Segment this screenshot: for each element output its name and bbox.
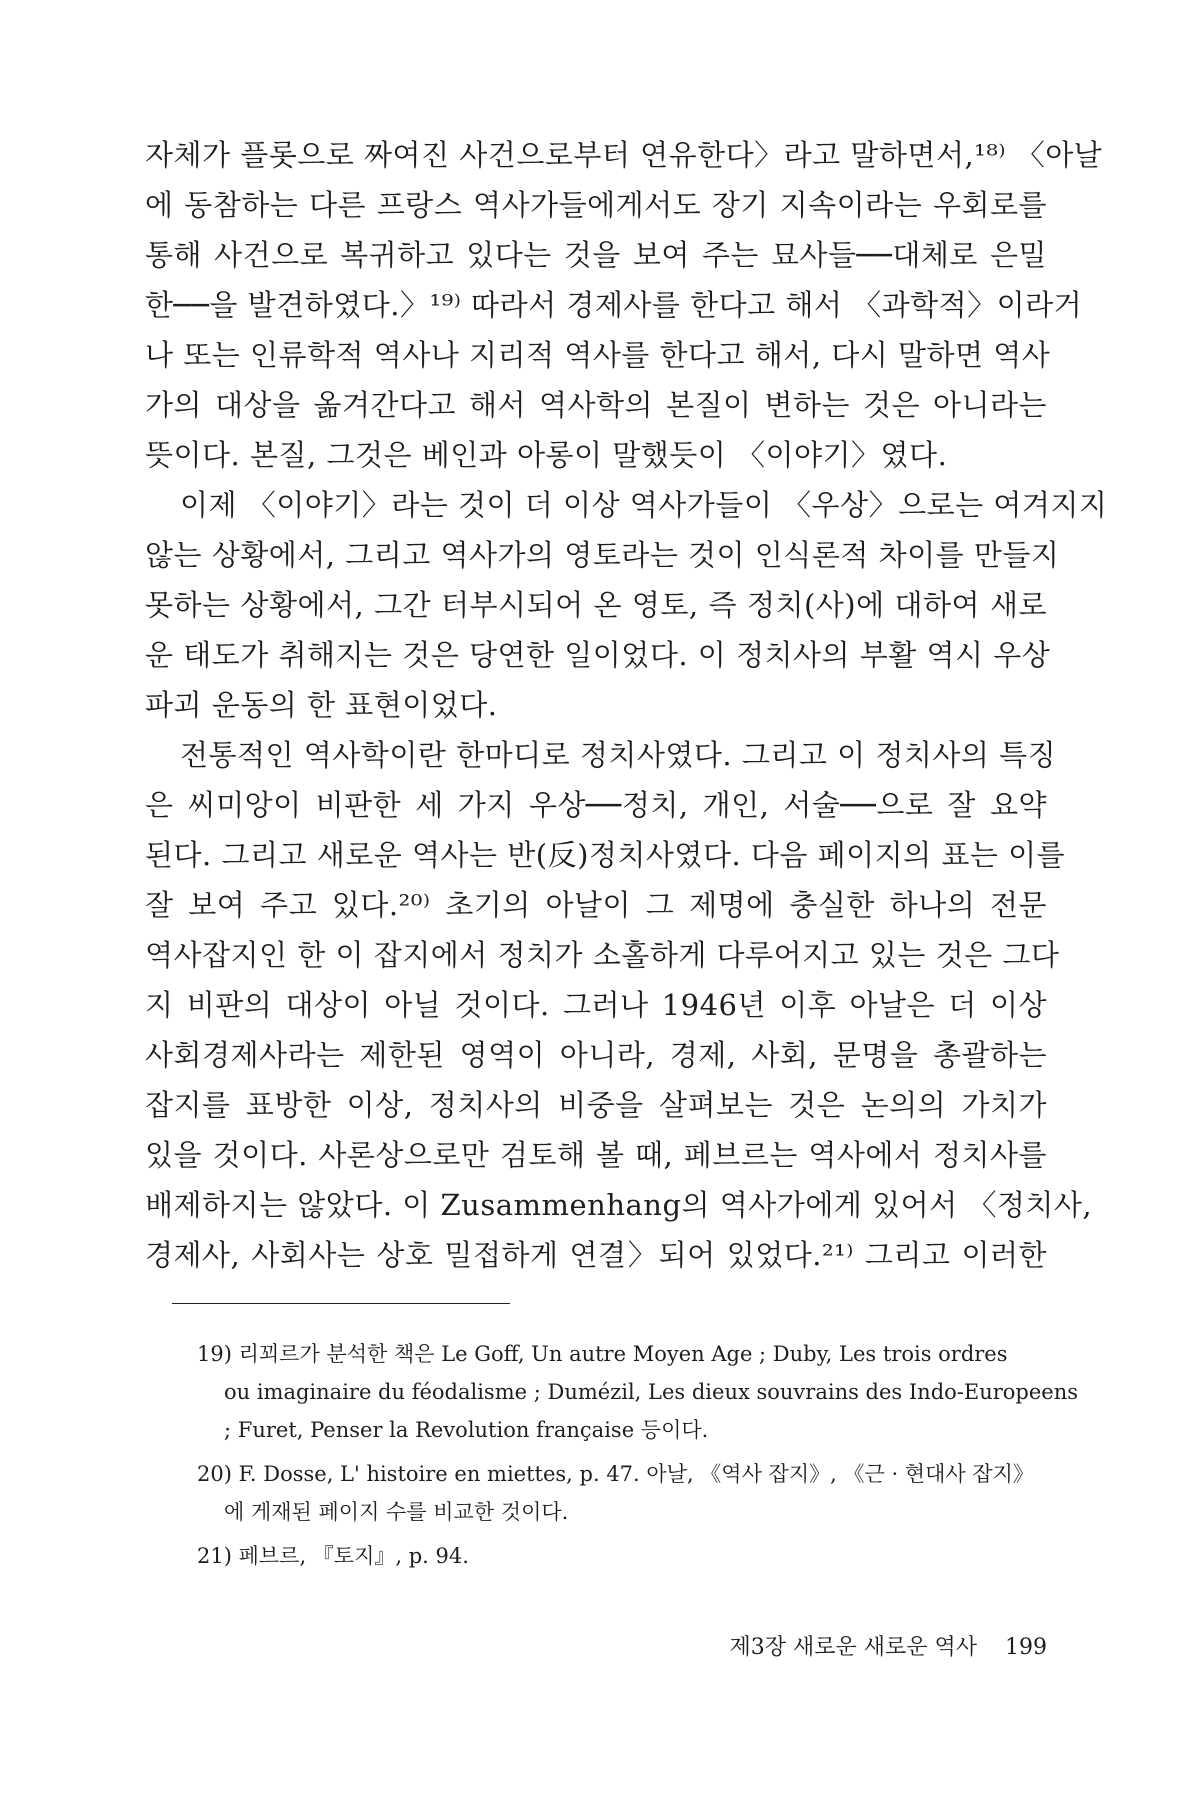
text-line: 나 또는 인류학적 역사나 지리적 역사를 한다고 해서, 다시 말하면 역사 xyxy=(145,338,1051,372)
text-line: 지 비판의 대상이 아닐 것이다. 그러나 1946년 이후 아날은 더 이상 xyxy=(145,988,1047,1022)
text-line: 못하는 상황에서, 그간 터부시되어 온 영토, 즉 정치(사)에 대하여 새로 xyxy=(145,588,1047,622)
footnote-divider xyxy=(172,1303,510,1304)
footnote-19-cont: ou imaginaire du féodalisme ; Dumézil, Les dieux souvrains des Indo-Europeens xyxy=(224,1380,1079,1404)
text-line: 전통적인 역사학이란 한마디로 정치사였다. 그리고 이 정치사의 특징 xyxy=(180,738,1057,772)
footnote-21: 21) 페브르, 『토지』, p. 94. xyxy=(197,1544,469,1568)
footnote-20: 20) F. Dosse, L' histoire en miettes, p. 47. 아날, 《역사 잡지》, 《근 · 현대사 잡지》 xyxy=(197,1462,1034,1486)
running-head: 제3장 새로운 새로운 역사 xyxy=(729,1635,977,1660)
footnote-19: 19) 리꾀르가 분석한 책은 Le Goff, Un autre Moyen Age ; Duby, Les trois ordres xyxy=(197,1342,1008,1366)
text-line: 은 씨미앙이 비판한 세 가지 우상──정치, 개인, 서술──으로 잘 요약 xyxy=(145,788,1047,822)
footnote-20-cont: 에 게재된 페이지 수를 비교한 것이다. xyxy=(224,1500,569,1524)
text-line: 잡지를 표방한 이상, 정치사의 비중을 살펴보는 것은 논의의 가치가 xyxy=(145,1088,1047,1122)
text-line: 파괴 운동의 한 표현이었다. xyxy=(145,688,498,722)
page-number: 199 xyxy=(1005,1635,1047,1660)
footnotes xyxy=(197,1335,1079,1575)
text-line: 역사잡지인 한 이 잡지에서 정치가 소홀하게 다루어지고 있는 것은 그다 xyxy=(145,938,1060,972)
text-line: 된다. 그리고 새로운 역사는 반(反)정치사였다. 다음 페이지의 표는 이를 xyxy=(145,838,1066,872)
text-line: 있을 것이다. 사론상으로만 검토해 볼 때, 페브르는 역사에서 정치사를 xyxy=(145,1138,1047,1172)
text-line: 경제사, 사회사는 상호 밀접하게 연결〉되어 있었다.²¹⁾ 그리고 이러한 xyxy=(145,1238,1047,1272)
text-line: 에 동참하는 다른 프랑스 역사가들에게서도 장기 지속이라는 우회로를 xyxy=(145,188,1047,222)
text-line: 통해 사건으로 복귀하고 있다는 것을 보여 주는 묘사들──대체로 은밀 xyxy=(145,238,1047,272)
text-line: 사회경제사라는 제한된 영역이 아니라, 경제, 사회, 문명을 총괄하는 xyxy=(145,1038,1047,1072)
body-text xyxy=(145,130,1108,1280)
text-line: 자체가 플롯으로 짜여진 사건으로부터 연유한다〉라고 말하면서,¹⁸⁾ 〈아날 xyxy=(145,138,1103,172)
text-line: 배제하지는 않았다. 이 Zusammenhang의 역사가에게 있어서 〈정치사, xyxy=(145,1188,1093,1222)
text-line: 운 태도가 취해지는 것은 당연한 일이었다. 이 정치사의 부활 역시 우상 xyxy=(145,638,1051,672)
footnote-19-cont: ; Furet, Penser la Revolution française 등이다. xyxy=(224,1418,709,1442)
text-line: 뜻이다. 본질, 그것은 베인과 아롱이 말했듯이 〈이야기〉였다. xyxy=(145,438,948,472)
text-line: 한──을 발견하였다.〉¹⁹⁾ 따라서 경제사를 한다고 해서 〈과학적〉이라거 xyxy=(145,288,1083,322)
text-line: 않는 상황에서, 그리고 역사가의 영토라는 것이 인식론적 차이를 만들지 xyxy=(145,538,1060,572)
text-line: 이제 〈이야기〉라는 것이 더 이상 역사가들이 〈우상〉으로는 여겨지지 xyxy=(180,488,1108,522)
text-line: 잘 보여 주고 있다.²⁰⁾ 초기의 아날이 그 제명에 충실한 하나의 전문 xyxy=(145,888,1047,922)
text-line: 가의 대상을 옮겨간다고 해서 역사학의 본질이 변하는 것은 아니라는 xyxy=(145,388,1047,422)
page-footer xyxy=(700,1630,1047,1661)
